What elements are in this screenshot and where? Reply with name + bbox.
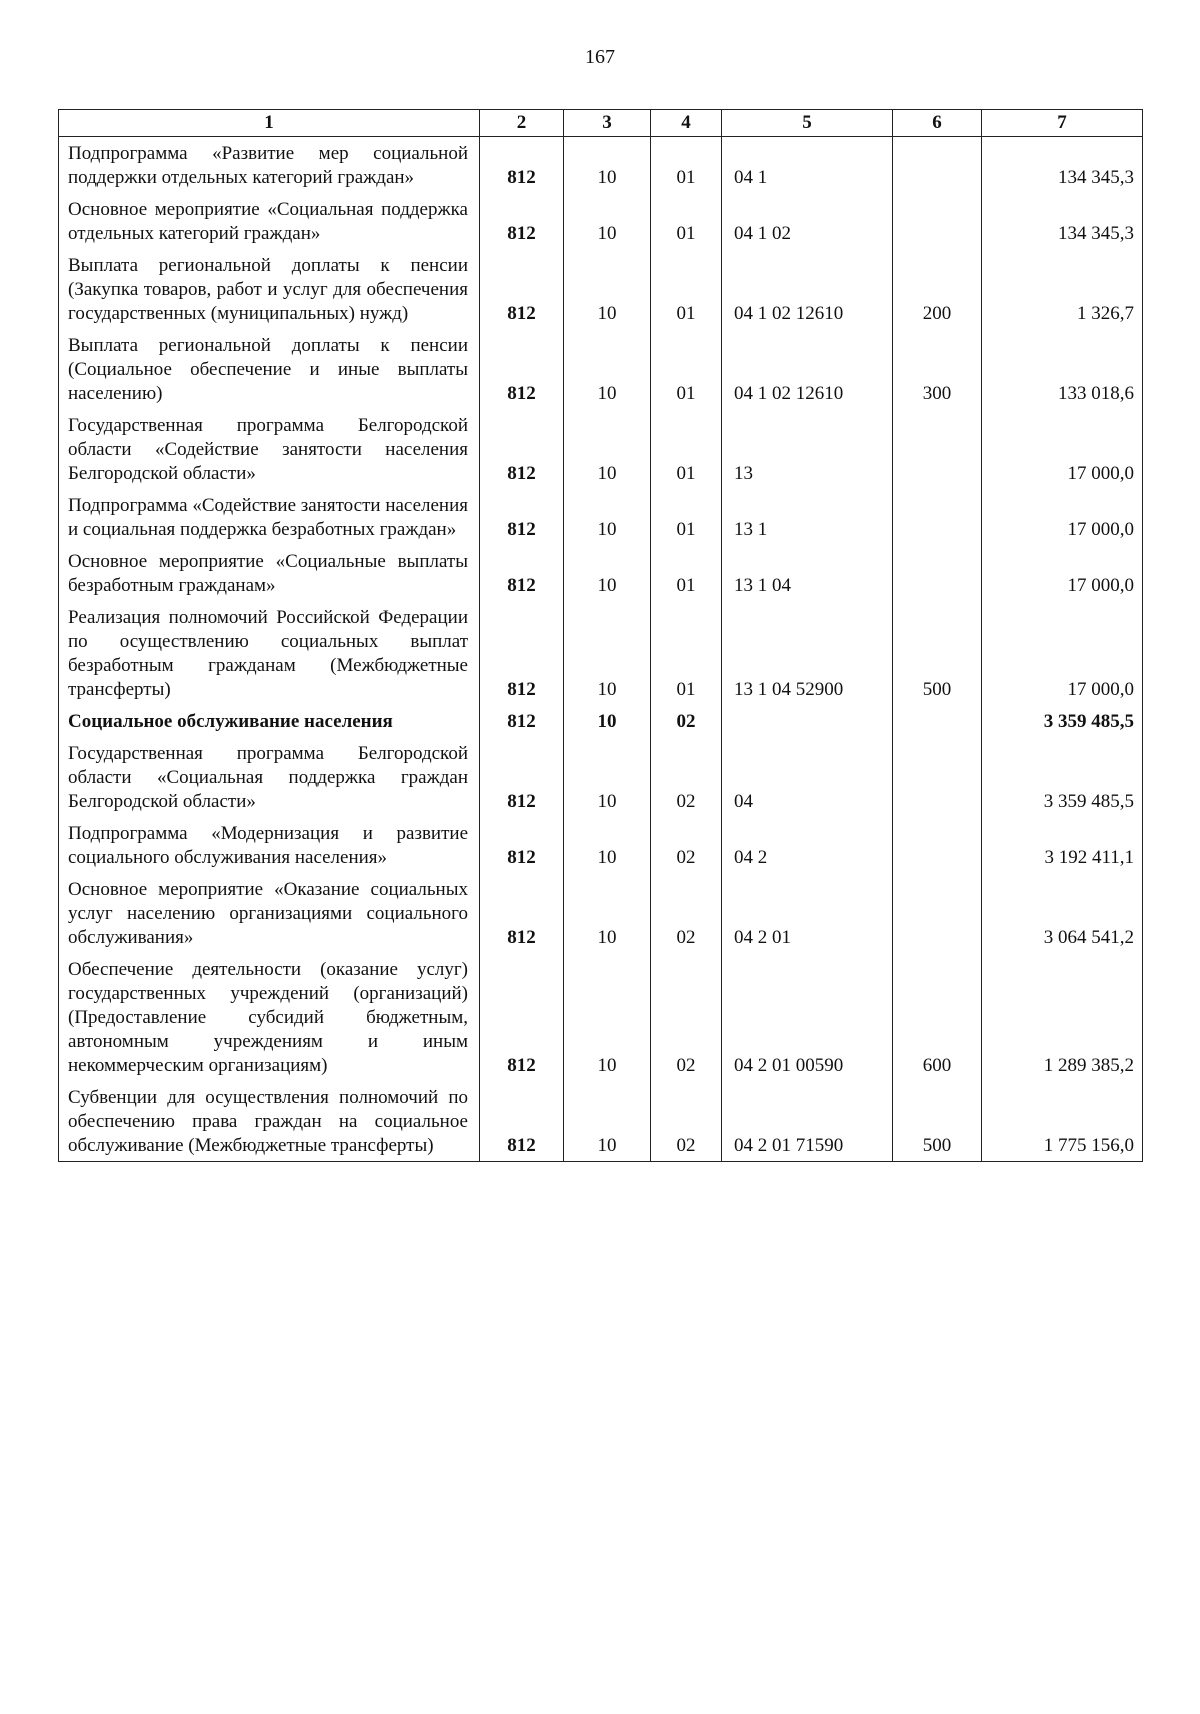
table-row: [59, 737, 1143, 817]
table-row: [59, 601, 1143, 705]
row-amount: 133 018,6: [982, 329, 1143, 409]
row-target-article: 04 2 01 71590: [722, 1081, 893, 1162]
row-grbs-code: 812: [480, 409, 564, 489]
row-subsection-code: 02: [651, 953, 722, 1081]
table-row: [59, 193, 1143, 249]
row-section-code: 10: [564, 249, 651, 329]
header-col-4: 4: [651, 110, 722, 137]
row-target-article: [722, 705, 893, 737]
row-expense-type: [893, 489, 982, 545]
row-target-article: 04: [722, 737, 893, 817]
row-expense-type: [893, 737, 982, 817]
row-target-article: 04 2: [722, 817, 893, 873]
table-row: [59, 1081, 1143, 1162]
row-section-code: 10: [564, 329, 651, 409]
row-expense-type: [893, 817, 982, 873]
row-expense-type: [893, 137, 982, 194]
row-expense-type: [893, 873, 982, 953]
row-grbs-code: 812: [480, 737, 564, 817]
row-section-code: 10: [564, 817, 651, 873]
row-expense-type: 200: [893, 249, 982, 329]
row-amount: 17 000,0: [982, 489, 1143, 545]
row-section-code: 10: [564, 601, 651, 705]
row-name: Выплата региональной доплаты к пенсии (Закупка товаров, работ и услуг для обеспечения государственных (муниципальных) нужд): [59, 249, 480, 329]
table-row: [59, 249, 1143, 329]
row-subsection-code: 02: [651, 817, 722, 873]
table-row: [59, 817, 1143, 873]
row-amount: 3 192 411,1: [982, 817, 1143, 873]
table-row: [59, 137, 1143, 194]
row-grbs-code: 812: [480, 817, 564, 873]
row-grbs-code: 812: [480, 137, 564, 194]
row-subsection-code: 01: [651, 409, 722, 489]
row-subsection-code: 02: [651, 1081, 722, 1162]
row-subsection-code: 01: [651, 249, 722, 329]
table-row: [59, 953, 1143, 1081]
row-name: Государственная программа Белгородской области «Социальная поддержка граждан Белгородской области»: [59, 737, 480, 817]
row-target-article: 04 1 02: [722, 193, 893, 249]
row-amount: 17 000,0: [982, 601, 1143, 705]
table-header: [59, 110, 1143, 137]
table-row: [59, 545, 1143, 601]
row-grbs-code: 812: [480, 705, 564, 737]
row-subsection-code: 01: [651, 137, 722, 194]
row-target-article: 13 1 04: [722, 545, 893, 601]
table-row: [59, 705, 1143, 737]
table-body: [59, 137, 1143, 1162]
row-grbs-code: 812: [480, 953, 564, 1081]
row-section-code: 10: [564, 705, 651, 737]
row-section-code: 10: [564, 1081, 651, 1162]
row-subsection-code: 02: [651, 873, 722, 953]
row-section-code: 10: [564, 873, 651, 953]
row-name: Государственная программа Белгородской области «Содействие занятости населения Белгородской области»: [59, 409, 480, 489]
row-amount: 134 345,3: [982, 193, 1143, 249]
table-row: [59, 329, 1143, 409]
row-grbs-code: 812: [480, 545, 564, 601]
row-section-code: 10: [564, 737, 651, 817]
row-subsection-code: 01: [651, 489, 722, 545]
row-amount: 1 775 156,0: [982, 1081, 1143, 1162]
row-grbs-code: 812: [480, 489, 564, 545]
row-name: Реализация полномочий Российской Федерации по осуществлению социальных выплат безработным гражданам (Межбюджетные трансферты): [59, 601, 480, 705]
row-amount: 3 064 541,2: [982, 873, 1143, 953]
row-expense-type: 600: [893, 953, 982, 1081]
row-amount: 17 000,0: [982, 545, 1143, 601]
row-section-code: 10: [564, 545, 651, 601]
row-section-code: 10: [564, 137, 651, 194]
row-target-article: 04 1 02 12610: [722, 249, 893, 329]
header-col-2: 2: [480, 110, 564, 137]
row-target-article: 13 1: [722, 489, 893, 545]
row-name: Основное мероприятие «Социальная поддержка отдельных категорий граждан»: [59, 193, 480, 249]
table-row: [59, 409, 1143, 489]
row-target-article: 04 1: [722, 137, 893, 194]
table-row: [59, 873, 1143, 953]
row-amount: 1 326,7: [982, 249, 1143, 329]
row-amount: 1 289 385,2: [982, 953, 1143, 1081]
row-subsection-code: 01: [651, 601, 722, 705]
row-subsection-code: 02: [651, 705, 722, 737]
row-expense-type: [893, 705, 982, 737]
row-expense-type: [893, 409, 982, 489]
row-amount: 3 359 485,5: [982, 737, 1143, 817]
row-grbs-code: 812: [480, 193, 564, 249]
row-expense-type: [893, 545, 982, 601]
row-grbs-code: 812: [480, 601, 564, 705]
row-expense-type: 500: [893, 601, 982, 705]
row-subsection-code: 01: [651, 329, 722, 409]
row-section-code: 10: [564, 953, 651, 1081]
row-name: Основное мероприятие «Социальные выплаты безработным гражданам»: [59, 545, 480, 601]
row-amount: 3 359 485,5: [982, 705, 1143, 737]
header-col-6: 6: [893, 110, 982, 137]
header-col-7: 7: [982, 110, 1143, 137]
row-amount: 134 345,3: [982, 137, 1143, 194]
row-subsection-code: 01: [651, 545, 722, 601]
header-col-5: 5: [722, 110, 893, 137]
row-name: Подпрограмма «Развитие мер социальной поддержки отдельных категорий граждан»: [59, 137, 480, 194]
row-name: Выплата региональной доплаты к пенсии (Социальное обеспечение и иные выплаты населению): [59, 329, 480, 409]
row-amount: 17 000,0: [982, 409, 1143, 489]
row-name: Подпрограмма «Модернизация и развитие социального обслуживания населения»: [59, 817, 480, 873]
header-row: [59, 110, 1143, 137]
row-expense-type: 500: [893, 1081, 982, 1162]
row-grbs-code: 812: [480, 1081, 564, 1162]
row-name: Основное мероприятие «Оказание социальных услуг населению организациями социального обслуживания»: [59, 873, 480, 953]
row-expense-type: 300: [893, 329, 982, 409]
row-subsection-code: 02: [651, 737, 722, 817]
row-target-article: 04 2 01 00590: [722, 953, 893, 1081]
row-name: Обеспечение деятельности (оказание услуг) государственных учреждений (организаций) (Предоставление субсидий бюджетным, автономным учреждениям и иным некоммерческим организациям): [59, 953, 480, 1081]
row-expense-type: [893, 193, 982, 249]
row-section-code: 10: [564, 193, 651, 249]
row-target-article: 04 2 01: [722, 873, 893, 953]
row-grbs-code: 812: [480, 329, 564, 409]
row-name: Подпрограмма «Содействие занятости населения и социальная поддержка безработных граждан»: [59, 489, 480, 545]
row-section-code: 10: [564, 489, 651, 545]
row-name: Социальное обслуживание населения: [59, 705, 480, 737]
row-subsection-code: 01: [651, 193, 722, 249]
row-name: Субвенции для осуществления полномочий по обеспечению права граждан на социальное обслуживание (Межбюджетные трансферты): [59, 1081, 480, 1162]
row-section-code: 10: [564, 409, 651, 489]
row-target-article: 04 1 02 12610: [722, 329, 893, 409]
header-col-1: 1: [59, 110, 480, 137]
row-grbs-code: 812: [480, 873, 564, 953]
table-row: [59, 489, 1143, 545]
row-target-article: 13: [722, 409, 893, 489]
row-grbs-code: 812: [480, 249, 564, 329]
header-col-3: 3: [564, 110, 651, 137]
row-target-article: 13 1 04 52900: [722, 601, 893, 705]
page-number: 167: [585, 46, 615, 68]
budget-table: [58, 109, 1143, 1162]
